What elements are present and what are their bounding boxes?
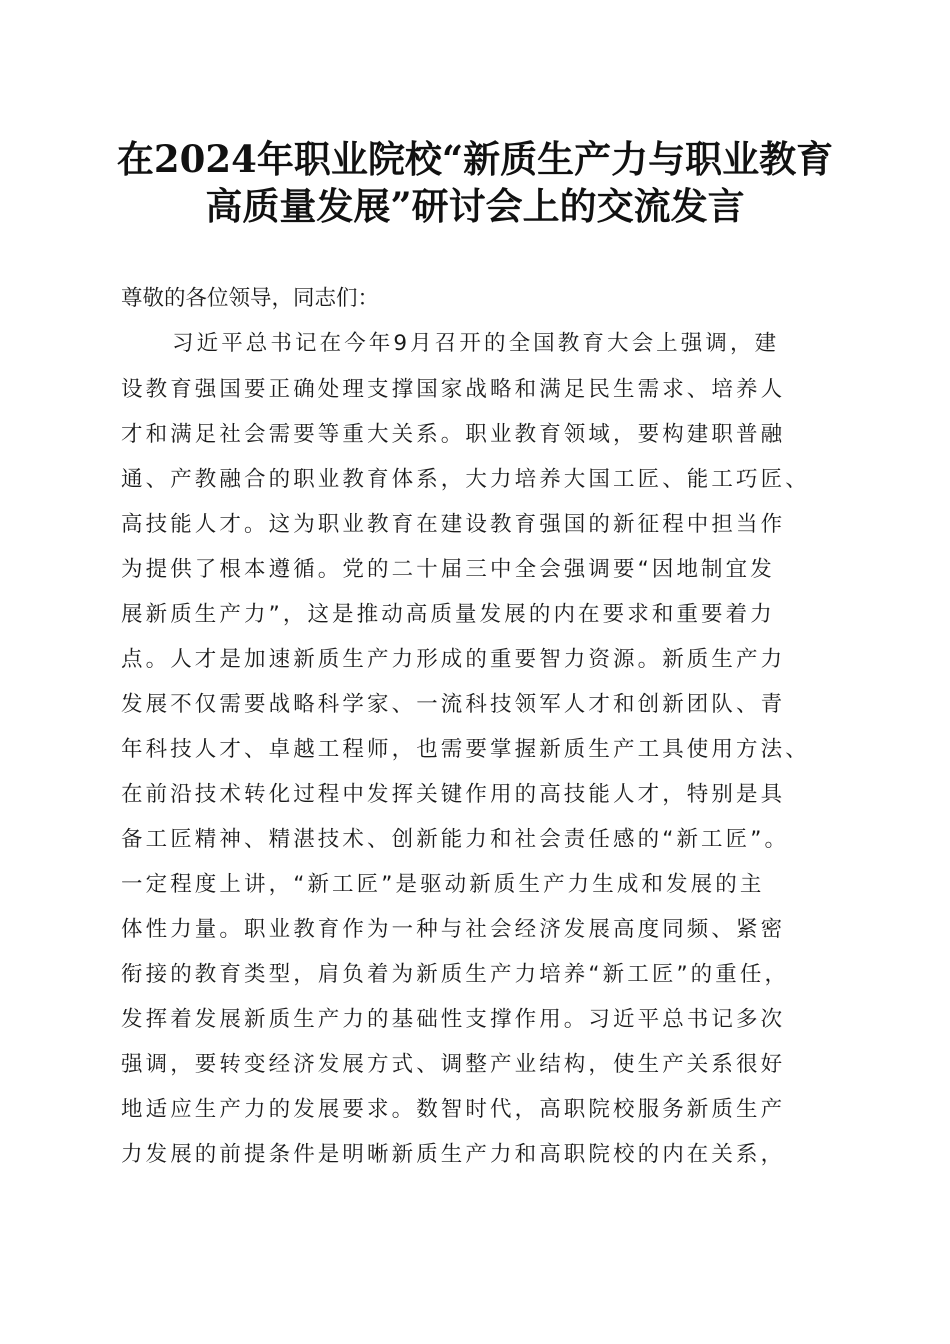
body-line: 习近平总书记在今年9月召开的全国教育大会上强调，建 — [172, 331, 780, 356]
body-line: 力发展的前提条件是明晰新质生产力和高职院校的内在关系， — [121, 1142, 786, 1167]
body-line: 发挥着发展新质生产力的基础性支撑作用。习近平总书记多次 — [121, 1007, 786, 1032]
body-line: 一定程度上讲，“新工匠”是驱动新质生产力生成和发展的主 — [121, 872, 765, 897]
body-line: 设教育强国要正确处理支撑国家战略和满足民生需求、培养人 — [121, 377, 786, 402]
body-line: 年科技人才、卓越工程师，也需要掌握新质生产工具使用方法、 — [121, 737, 810, 762]
body-line: 为提供了根本遵循。党的二十届三中全会强调要“因地制宜发 — [121, 557, 775, 582]
body-line: 通、产教融合的职业教育体系，大力培养大国工匠、能工巧匠、 — [121, 467, 810, 492]
body-line: 发展不仅需要战略科学家、一流科技领军人才和创新团队、青 — [121, 692, 786, 717]
document-title-line-1: 在2024年职业院校“新质生产力与职业教育 — [116, 137, 834, 181]
body-line: 地适应生产力的发展要求。数智时代，高职院校服务新质生产 — [121, 1097, 786, 1122]
body-line: 备工匠精神、精湛技术、创新能力和社会责任感的“新工匠”。 — [121, 827, 790, 852]
body-line: 点。人才是加速新质生产力形成的重要智力资源。新质生产力 — [121, 647, 786, 672]
body-line: 在前沿技术转化过程中发挥关键作用的高技能人才，特别是具 — [121, 782, 786, 807]
body-line: 衔接的教育类型，肩负着为新质生产力培养“新工匠”的重任， — [121, 962, 790, 987]
body-line: 才和满足社会需要等重大关系。职业教育领域，要构建职普融 — [121, 422, 786, 447]
document-title-line-2: 高质量发展”研讨会上的交流发言 — [205, 184, 745, 228]
body-line: 展新质生产力”，这是推动高质量发展的内在要求和重要着力 — [121, 602, 775, 627]
body-line: 高技能人才。这为职业教育在建设教育强国的新征程中担当作 — [121, 512, 786, 537]
salutation: 尊敬的各位领导，同志们： — [121, 286, 380, 311]
body-line: 强调，要转变经济发展方式、调整产业结构，使生产关系很好 — [121, 1052, 786, 1077]
body-line: 体性力量。职业教育作为一种与社会经济发展高度同频、紧密 — [121, 917, 786, 942]
